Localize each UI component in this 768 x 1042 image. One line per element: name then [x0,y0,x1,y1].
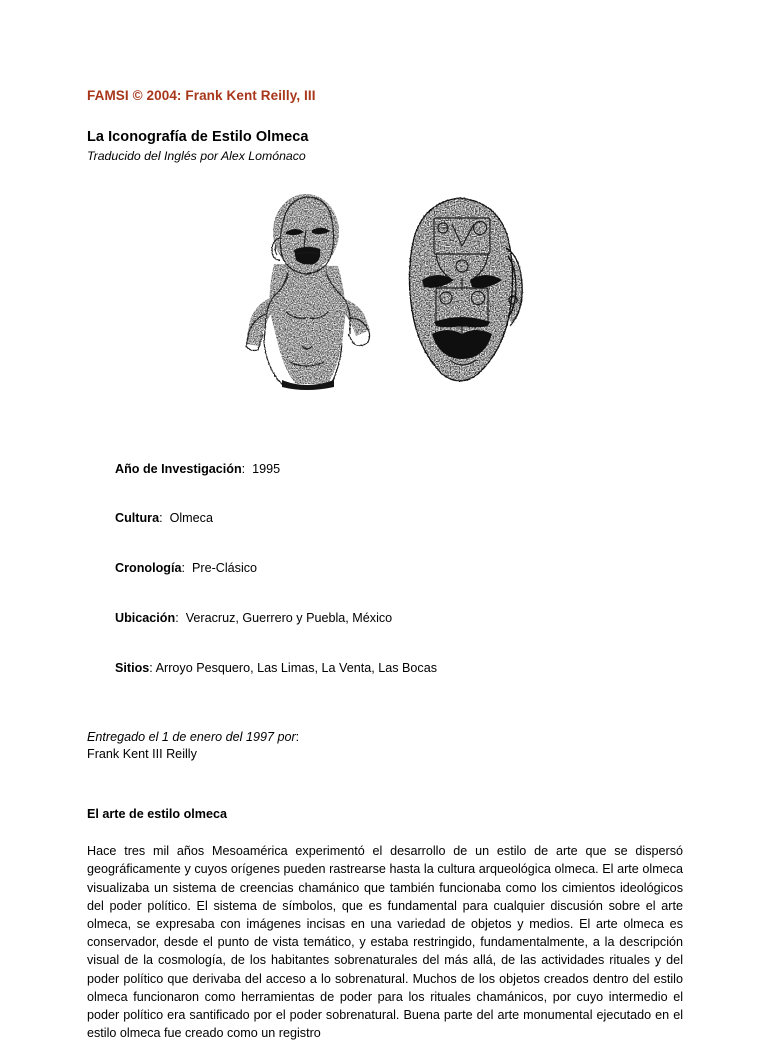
submission-block [87,729,683,762]
metadata-sep-sites: : [149,660,156,675]
famsi-copyright-line: FAMSI © 2004: Frank Kent Reilly, III [87,88,316,103]
page-content [87,88,683,1042]
body-paragraph: Hace tres mil años Mesoamérica experimentó el desarrollo de un estilo de arte que se dispersó geográficamente y cuyos orígenes pueden rastrearse hasta la cultura arqueológica olmeca. El arte olmeca visualizaba un sistema de creencias chamánico que también funcionaba como los cimientos ideológicos del poder político. El sistema de símbolos, que es fundamental para cualquier discusión sobre el arte olmeca, se expresaba con imágenes incisas en una variedad de objetos y medios. El arte olmeca es conservador, desde el punto de vista temático, y estaba restringido, fundamentalmente, a la descripción visual de la cosmología, de los habitantes sobrenaturales del más allá, de las actividades rituales y del poder político que derivaba del acceso a lo sobrenatural. Muchos de los objetos creados dentro del estilo olmeca funcionaron como herramientas de poder para los rituales chamánicos, por cuyo intermedio el poder político era santificado por el poder sobrenatural. Buena parte del arte monumental ejecutado en el estilo olmeca fue creado como un registro [87,844,683,1041]
metadata-sep-year: : [241,461,253,476]
page-subtitle-translator: Traducido del Inglés por Alex Lomónaco [87,149,306,163]
submission-date-colon: : [295,729,300,744]
metadata-row-year [87,444,683,494]
section-heading-olmec-art: El arte de estilo olmeca [87,807,227,822]
metadata-sep-culture: : [159,511,170,526]
metadata-label-culture: Cultura [115,511,160,526]
metadata-sep-chronology: : [181,561,192,576]
metadata-value-year: 1995 [252,461,281,476]
submission-author: Frank Kent III Reilly [87,746,197,761]
metadata-label-chronology: Cronología [115,561,182,576]
metadata-value-location: Veracruz, Guerrero y Puebla, México [185,610,393,625]
metadata-block [87,444,683,693]
metadata-row-culture [87,494,683,544]
olmec-mask-lineart [398,194,526,390]
figure-band [87,190,683,390]
metadata-value-culture: Olmeca [169,511,213,526]
metadata-label-location: Ubicación [115,610,176,625]
submission-date-line [87,729,683,746]
metadata-row-sites [87,643,683,693]
metadata-value-chronology: Pre-Clásico [191,561,258,576]
submission-date-text: Entregado el 1 de enero del 1997 por [87,729,296,744]
metadata-value-sites: Arroyo Pesquero, Las Limas, La Venta, Las Bocas [155,660,438,675]
page-title: La Iconografía de Estilo Olmeca [87,129,309,145]
metadata-row-location [87,593,683,643]
metadata-label-year: Año de Investigación [115,461,242,476]
olmec-figurine-lineart [244,194,376,390]
metadata-row-chronology [87,544,683,594]
metadata-sep-location: : [175,610,186,625]
metadata-label-sites: Sitios [115,660,150,675]
